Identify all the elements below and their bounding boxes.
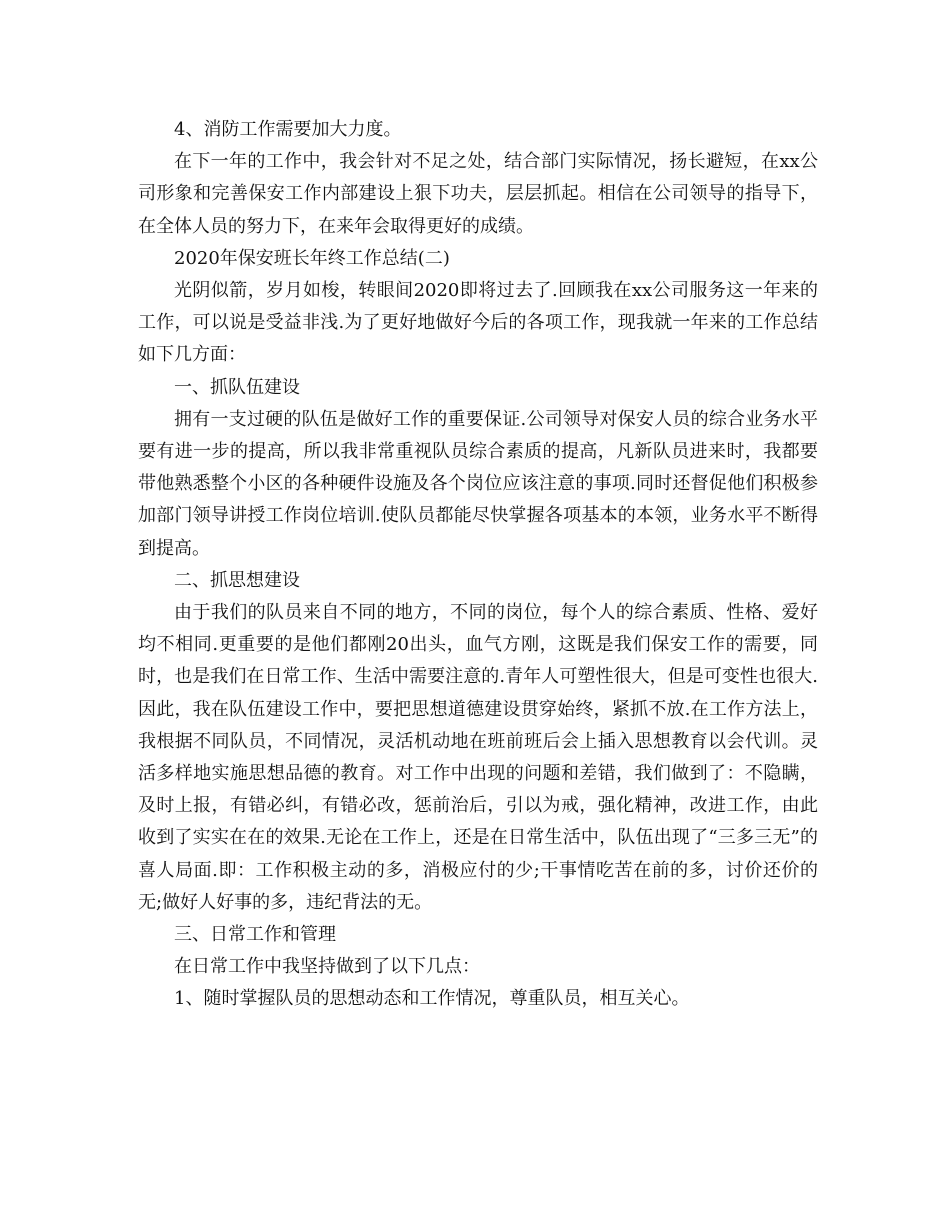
paragraph-next-year-plan: 在下一年的工作中，我会针对不足之处，结合部门实际情况，扬长避短，在xx公司形象和完善保安工作内部建设上狠下功夫，层层抓起。相信在公司领导的指导下，在全体人员的努力下，在来年会取得更好的成绩。	[138, 151, 818, 237]
heading-daily-management: 三、日常工作和管理	[174, 924, 336, 946]
heading-team-building: 一、抓队伍建设	[174, 376, 300, 398]
paragraph-intro: 光阴似箭，岁月如梭，转眼间2020即将过去了.回顾我在xx公司服务这一年来的工作，可以说是受益非浅.为了更好地做好今后的各项工作，现我就一年来的工作总结如下几方面：	[138, 280, 818, 366]
document-body	[138, 114, 818, 1016]
paragraph-ideology-building: 由于我们的队员来自不同的地方，不同的岗位，每个人的综合素质、性格、爱好均不相同.更重要的是他们都刚20出头，血气方刚，这既是我们保安工作的需要，同时，也是我们在日常工作、生活中需要注意的.青年人可塑性很大，但是可变性也很大.因此，我在队伍建设工作中，要把思想道德建设贯穿始终，紧抓不放.在工作方法上，我根据不同队员，不同情况，灵活机动地在班前班后会上插入思想教育以会代训。灵活多样地实施思想品德的教育。对工作中出现的问题和差错，我们做到了：不隐瞒，及时上报，有错必纠，有错必改，惩前治后，引以为戒，强化精神，改进工作，由此收到了实实在在的效果.无论在工作上，还是在日常生活中，队伍出现了“三多三无”的喜人局面.即：工作积极主动的多，消极应付的少;干事情吃苦在前的多，讨价还价的无;做好人好事的多，违纪背法的无。	[138, 602, 818, 913]
paragraph-team-building: 拥有一支过硬的队伍是做好工作的重要保证.公司领导对保安人员的综合业务水平要有进一步的提高，所以我非常重视队员综合素质的提高，凡新队员进来时，我都要带他熟悉整个小区的各种硬件设施及各个岗位应该注意的事项.同时还督促他们积极参加部门领导讲授工作岗位培训.使队员都能尽快掌握各项基本的本领，业务水平不断得到提高。	[138, 408, 818, 559]
list-item-daily-point-one: 1、随时掌握队员的思想动态和工作情况，尊重队员，相互关心。	[174, 988, 690, 1010]
paragraph-daily-points-intro: 在日常工作中我坚持做到了以下几点：	[174, 956, 480, 978]
heading-ideology-building: 二、抓思想建设	[174, 569, 300, 591]
section-title-summary-two: 2020年保安班长年终工作总结(二)	[174, 247, 450, 269]
list-item-fire-safety: 4、消防工作需要加大力度。	[174, 119, 402, 140]
